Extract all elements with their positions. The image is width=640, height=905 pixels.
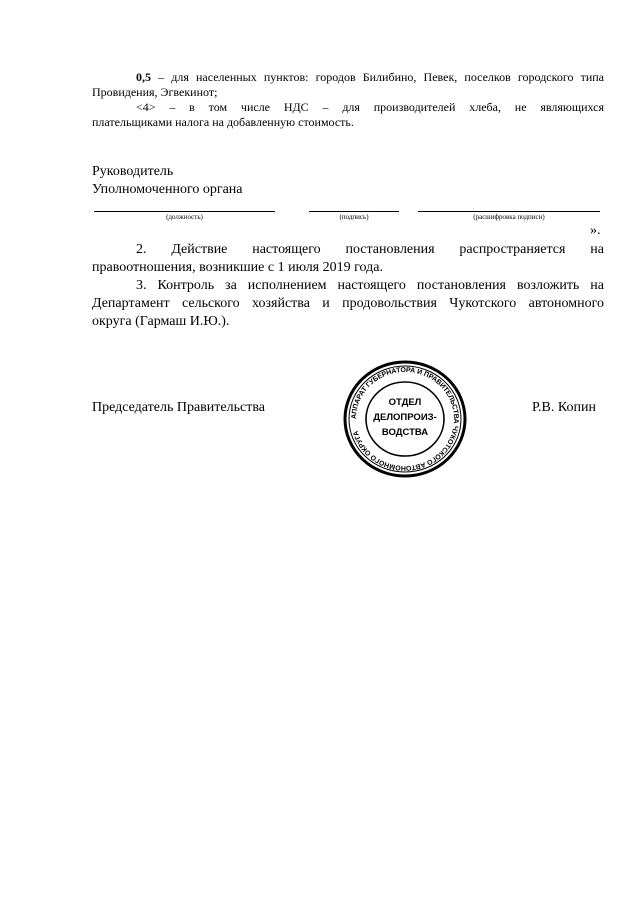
- seal-center-line3: ВОДСТВА: [381, 427, 429, 438]
- decoding-caption: (расшифровка подписи): [473, 213, 545, 221]
- authorized-body-label: Уполномоченного органа: [92, 182, 243, 197]
- seal-graphic: [341, 360, 469, 478]
- closing-quote: ».: [590, 223, 601, 238]
- head-label: Руководитель: [92, 164, 174, 179]
- chairman-title: Председатель Правительства: [92, 400, 265, 415]
- position-signature-line: [94, 211, 275, 212]
- signature-line: [309, 211, 399, 212]
- clause-2-line1: 2. Действие настоящего постановления распространяется на: [136, 242, 604, 257]
- clause-3-line1: 3. Контроль за исполнением настоящего постановления возложить на: [136, 278, 604, 293]
- footnote-4-line2: плательщиками налога на добавленную стоимость.: [92, 115, 354, 129]
- tariff-note-line1: [92, 70, 604, 85]
- seal-center-line2: ДЕЛОПРОИЗ-: [373, 412, 437, 423]
- tariff-note-line2: Провидения, Эгвекинот;: [92, 85, 218, 99]
- signatory-name: Р.В. Копин: [532, 400, 596, 415]
- decoding-signature-line: [418, 211, 600, 212]
- position-caption: (должность): [166, 213, 203, 221]
- seal-center-line1: ОТДЕЛ: [388, 397, 422, 408]
- clause-3-line3: округа (Гармаш И.Ю.).: [92, 314, 230, 329]
- clause-2-line2: правоотношения, возникшие с 1 июля 2019 года.: [92, 260, 383, 275]
- footnote-4-line1: <4> – в том числе НДС – для производителей хлеба, не являющихся: [136, 100, 604, 114]
- seal-ring-text: АППАРАТ ГУБЕРНАТОРА И ПРАВИТЕЛЬСТВА ЧУКОТСКОГО АВТОНОМНОГО ОКРУГА: [350, 366, 460, 472]
- official-seal-stamp: [341, 360, 469, 478]
- signature-caption: (подпись): [339, 213, 369, 221]
- tariff-note-text: – для населенных пунктов: городов Билибино, Певек, поселков городского типа: [151, 70, 604, 84]
- tariff-bold-value: 0,5: [136, 70, 151, 84]
- clause-3-line2: Департамент сельского хозяйства и продовольствия Чукотского автономного: [92, 296, 604, 311]
